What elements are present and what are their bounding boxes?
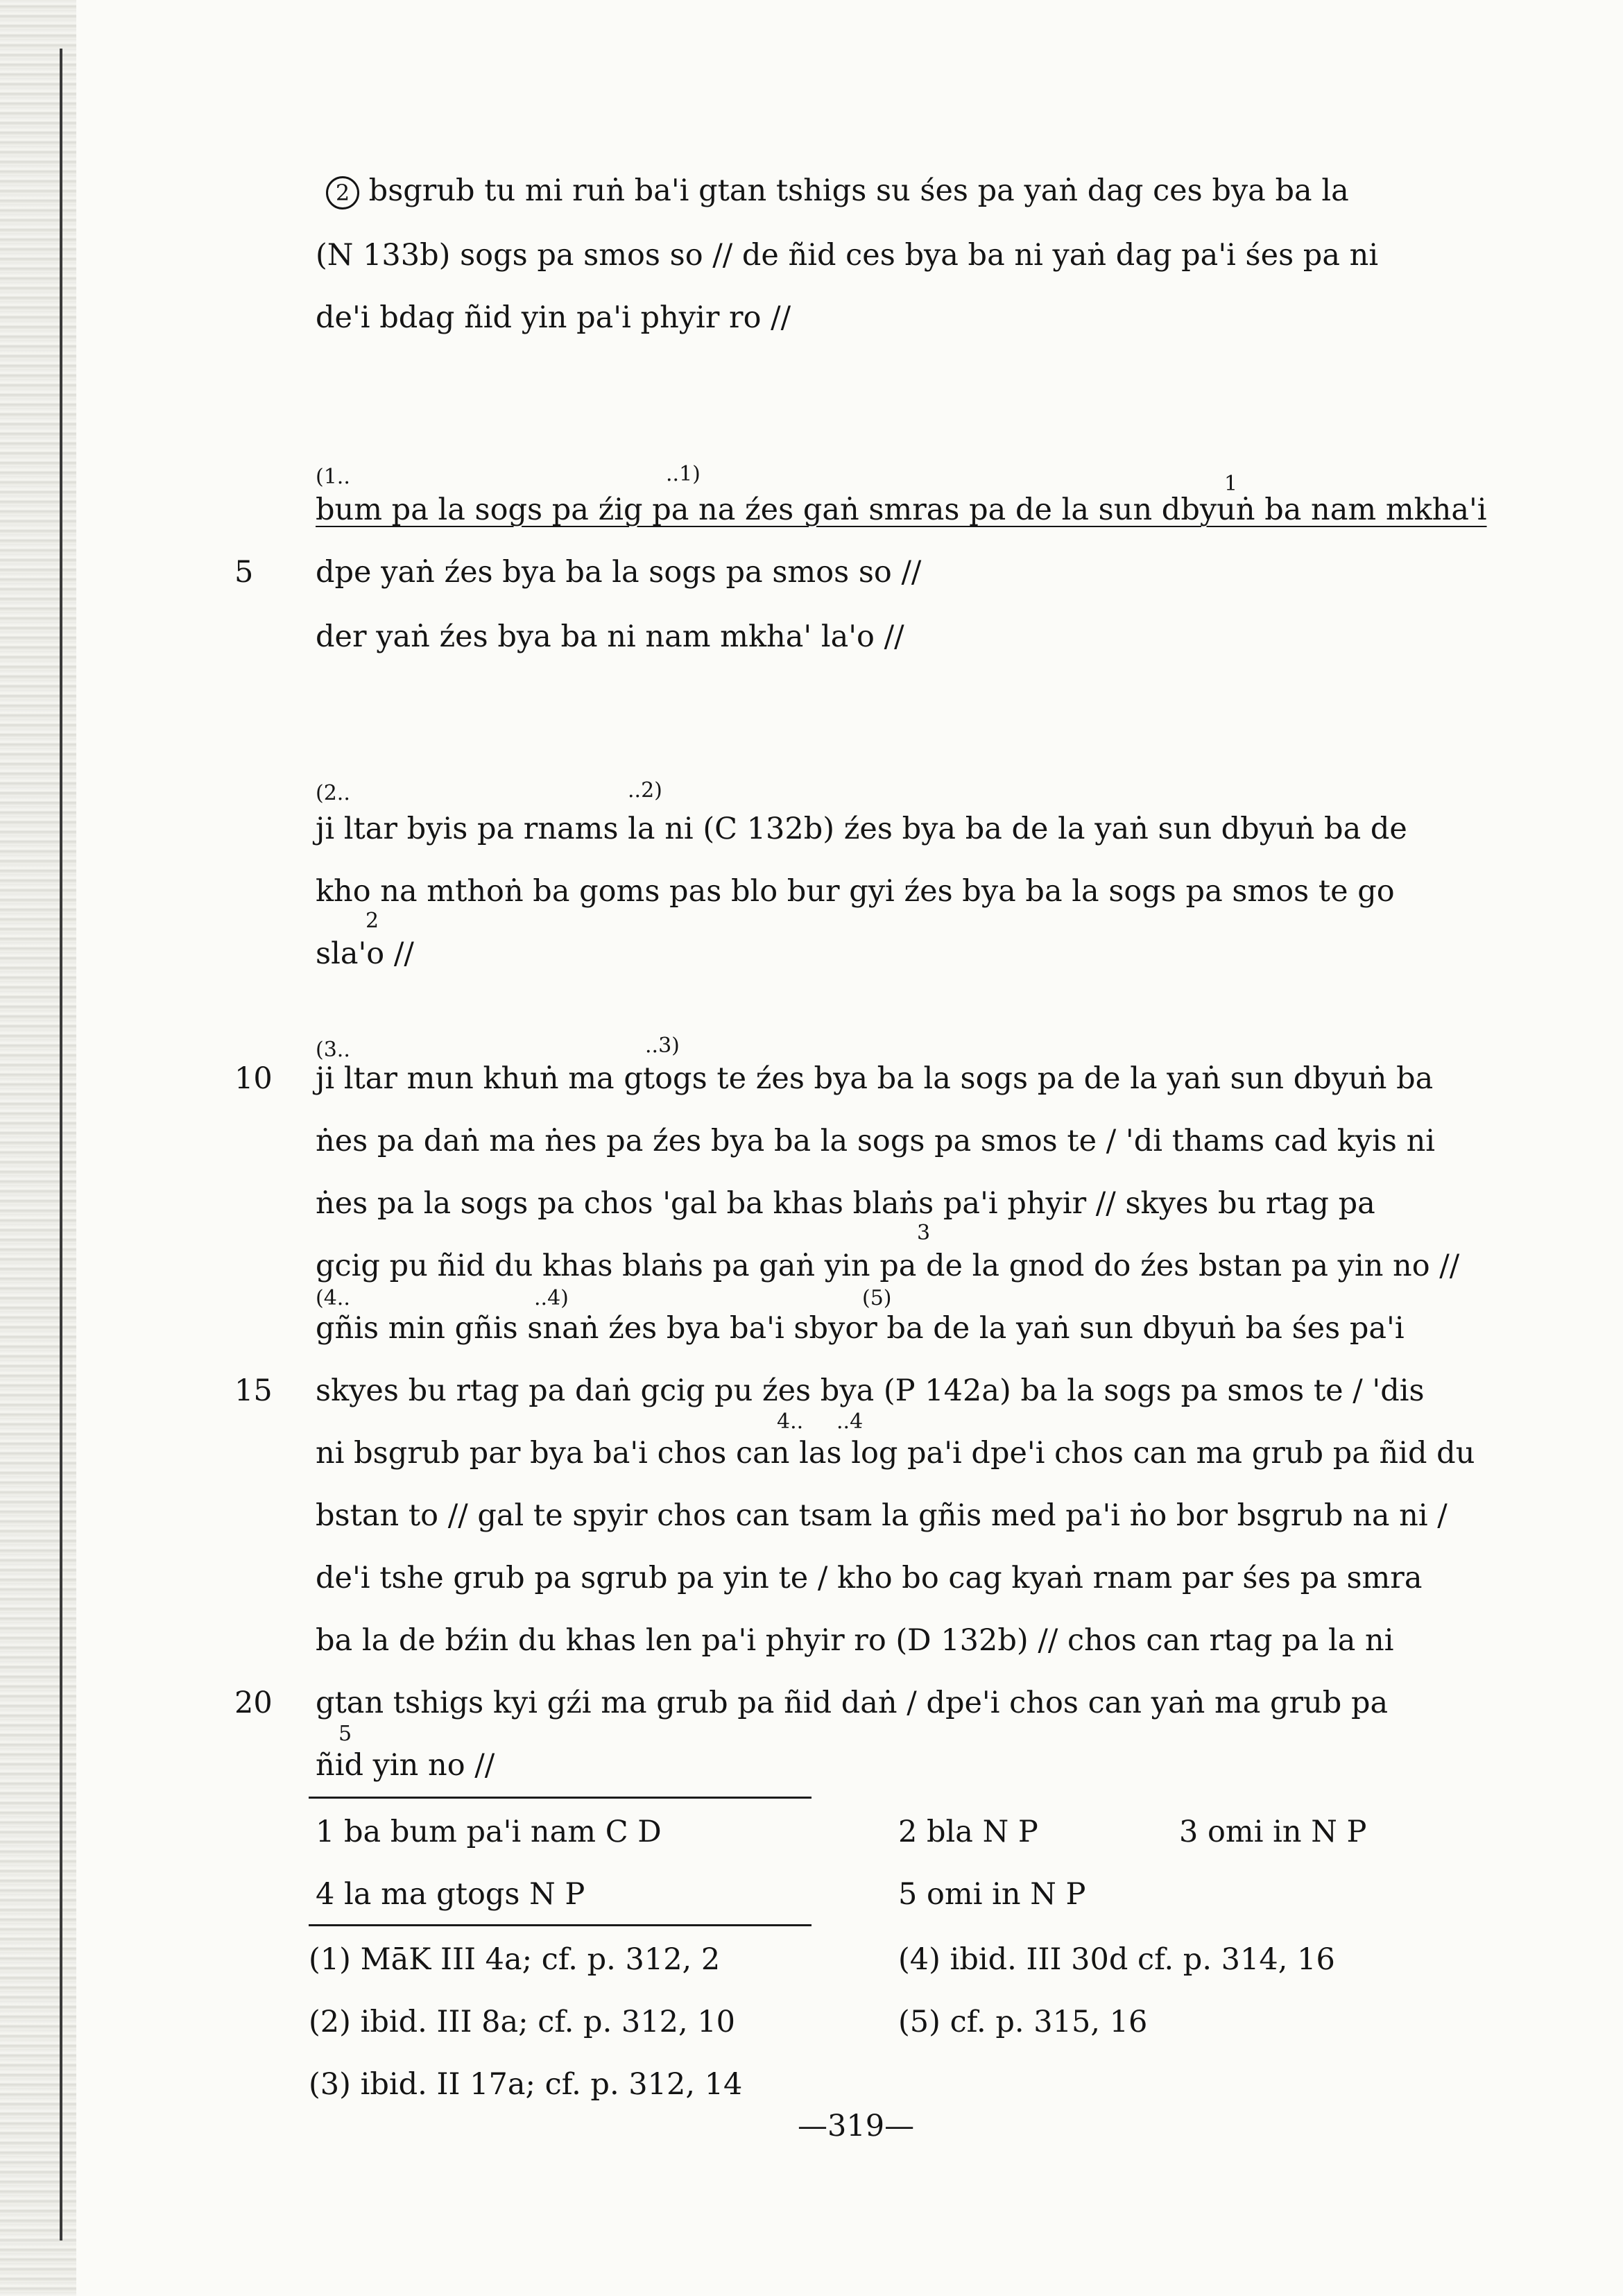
line-number-10: 10 <box>234 1061 273 1096</box>
text-line-5: dpe yaṅ źes bya ba la sogs pa smos so // <box>316 555 922 590</box>
variant-2: 2 bla N P <box>898 1815 1038 1849</box>
superscript-3: 3 <box>917 1221 931 1245</box>
reference-3: (3) ibid. II 17a; cf. p. 312, 14 <box>309 2067 743 2102</box>
text-line-18: de'i tshe grub pa sgrub pa yin te / kho bo cag kyaṅ rnam par śes pa smra <box>316 1561 1423 1595</box>
text-line-17: bstan to // gal te spyir chos can tsam la gñis med pa'i ṅo bor bsgrub na ni / <box>316 1498 1448 1533</box>
marker-4-open: (4.. <box>316 1286 350 1310</box>
text-line-9: sla'o // <box>316 936 414 971</box>
reference-4: (4) ibid. III 30d cf. p. 314, 16 <box>898 1942 1335 1977</box>
circled-number: 2 <box>326 176 359 209</box>
line-number-15: 15 <box>234 1373 273 1408</box>
text-line-16: ni bsgrub par bya ba'i chos can las log pa'i dpe'i chos can ma grub pa ñid du <box>316 1436 1475 1471</box>
superscript-1: 1 <box>1224 472 1238 496</box>
reference-5: (5) cf. p. 315, 16 <box>898 2005 1148 2039</box>
text-line-4: bum pa la sogs pa źig pa na źes gaṅ smras pa de la sun dbyuṅ ba nam mkha'i <box>316 492 1487 527</box>
text-line-19: ba la de bźin du khas len pa'i phyir ro (D 132b) // chos can rtag pa la ni <box>316 1623 1394 1658</box>
footnote-rule-1 <box>309 1797 812 1799</box>
line-number-5: 5 <box>234 555 254 590</box>
text-line-10: ji ltar mun khuṅ ma gtogs te źes bya ba la sogs pa de la yaṅ sun dbyuṅ ba <box>316 1061 1434 1096</box>
reference-2: (2) ibid. III 8a; cf. p. 312, 10 <box>309 2005 736 2039</box>
text-line-13: gcig pu ñid du khas blaṅs pa gaṅ yin pa de la gnod do źes bstan pa yin no // <box>316 1249 1460 1283</box>
text-line-1-content: bsgrub tu mi ruṅ ba'i gtan tshigs su śes pa yaṅ dag ces bya ba la <box>368 173 1349 208</box>
marker-1-close: ..1) <box>666 462 701 486</box>
text-line-15: skyes bu rtag pa daṅ gcig pu źes bya (P 142a) ba la sogs pa smos te / 'dis <box>316 1373 1425 1408</box>
footnote-rule-2 <box>309 1924 812 1926</box>
marker-3-open: (3.. <box>316 1038 350 1062</box>
text-line-6: der yaṅ źes bya ba ni nam mkha' la'o // <box>316 619 904 654</box>
text-line-8: kho na mthoṅ ba goms pas blo bur gyi źes bya ba la sogs pa smos te go <box>316 874 1395 909</box>
variant-4: 4 la ma gtogs N P <box>316 1877 585 1912</box>
marker-5: (5) <box>862 1286 892 1310</box>
marker-2-open: (2.. <box>316 781 350 805</box>
line-number-20: 20 <box>234 1686 273 1720</box>
variant-1: 1 ba bum pa'i nam C D <box>316 1815 662 1849</box>
text-line-14: gñis min gñis snaṅ źes bya ba'i sbyor ba de la yaṅ sun dbyuṅ ba śes pa'i <box>316 1311 1405 1346</box>
binding-edge <box>60 49 62 2241</box>
superscript-5: 5 <box>338 1722 352 1746</box>
text-line-20: gtan tshigs kyi gźi ma grub pa ñid daṅ / dpe'i chos can yaṅ ma grub pa <box>316 1686 1389 1720</box>
text-line-12: ṅes pa la sogs pa chos 'gal ba khas blaṅs pa'i phyir // skyes bu rtag pa <box>316 1186 1375 1221</box>
text-line-7: ji ltar byis pa rnams la ni (C 132b) źes bya ba de la yaṅ sun dbyuṅ ba de <box>316 812 1407 846</box>
text-line-1 <box>326 173 1349 209</box>
binding-shadow <box>0 0 76 2296</box>
text-line-11: ṅes pa daṅ ma ṅes pa źes bya ba la sogs pa smos te / 'di thams cad kyis ni <box>316 1124 1436 1158</box>
superscript-4-open: 4.. <box>777 1410 804 1434</box>
marker-1-open: (1.. <box>316 465 350 489</box>
marker-2-close: ..2) <box>628 778 662 803</box>
variant-5: 5 omi in N P <box>898 1877 1086 1912</box>
reference-1: (1) MāK III 4a; cf. p. 312, 2 <box>309 1942 721 1977</box>
text-line-2: (N 133b) sogs pa smos so // de ñid ces bya ba ni yaṅ dag pa'i śes pa ni <box>316 238 1379 273</box>
superscript-4-close: ..4 <box>836 1410 864 1434</box>
text-line-21: ñid yin no // <box>316 1748 495 1783</box>
marker-4-close: ..4) <box>534 1286 569 1310</box>
page-number: —319— <box>798 2109 915 2143</box>
variant-3: 3 omi in N P <box>1179 1815 1367 1849</box>
superscript-2: 2 <box>366 909 379 933</box>
text-line-3: de'i bdag ñid yin pa'i phyir ro // <box>316 300 791 335</box>
marker-3-close: ..3) <box>645 1034 680 1058</box>
